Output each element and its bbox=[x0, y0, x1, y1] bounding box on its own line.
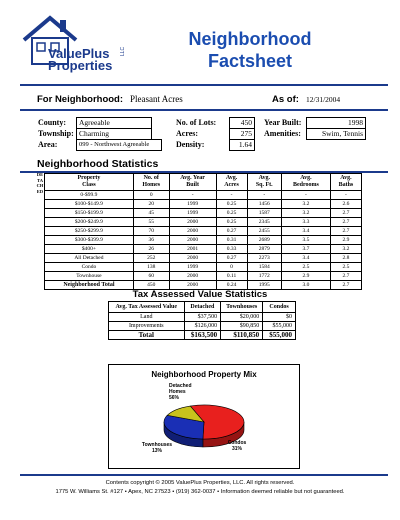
stats-cell: 36 bbox=[133, 236, 169, 245]
tax-total-cell: $163,500 bbox=[184, 331, 221, 340]
pie-label bbox=[169, 383, 192, 401]
stats-header-row bbox=[45, 174, 362, 191]
stats-cell: 1456 bbox=[247, 200, 282, 209]
stats-col-header-line: Bedrooms bbox=[293, 182, 319, 188]
stats-cell: $100-$149.9 bbox=[45, 200, 134, 209]
header-rule bbox=[20, 84, 388, 86]
stats-cell: 2.9 bbox=[330, 236, 361, 245]
stats-total-cell: Neighborhood Total bbox=[45, 281, 134, 290]
page-title bbox=[185, 28, 315, 72]
stats-cell: - bbox=[282, 191, 331, 200]
stats-cell: 2.5 bbox=[330, 263, 361, 272]
acres-label: Acres: bbox=[176, 129, 199, 138]
area-field: 099 - Northwest Agreeable bbox=[76, 139, 162, 151]
density-label: Density: bbox=[176, 140, 205, 149]
stats-cell: $150-$199.9 bbox=[45, 209, 134, 218]
stats-col-header bbox=[216, 174, 247, 191]
stats-cell: 1587 bbox=[247, 209, 282, 218]
amenities-label: Amenities: bbox=[264, 129, 301, 138]
tax-total-cell: Total bbox=[109, 331, 185, 340]
stats-total-cell: 2000 bbox=[169, 281, 216, 290]
tax-col-header: Detached bbox=[184, 302, 221, 313]
stats-table bbox=[44, 173, 362, 290]
stats-cell: 2.6 bbox=[330, 200, 361, 209]
stats-heading: Neighborhood Statistics bbox=[37, 158, 159, 170]
stats-col-header-line: Avg. bbox=[300, 175, 312, 181]
chart-title: Neighborhood Property Mix bbox=[151, 370, 257, 379]
stats-cell: 2001 bbox=[169, 245, 216, 254]
asof-label: As of: bbox=[272, 94, 299, 105]
stats-cell: - bbox=[247, 191, 282, 200]
pie-label-line: 56% bbox=[169, 395, 180, 401]
stats-row bbox=[45, 200, 362, 209]
stats-cell: 3.3 bbox=[282, 218, 331, 227]
stats-col-header bbox=[133, 174, 169, 191]
stats-col-header bbox=[45, 174, 134, 191]
stats-cell: 2.7 bbox=[330, 209, 361, 218]
county-label: County: bbox=[38, 118, 67, 127]
stats-cell: $200-$249.9 bbox=[45, 218, 134, 227]
stats-cell: Townhouse bbox=[45, 272, 134, 281]
stats-cell: 3.7 bbox=[282, 245, 331, 254]
stats-col-header bbox=[330, 174, 361, 191]
yearbuilt-field: 1998 bbox=[306, 117, 366, 129]
footer-rule bbox=[20, 474, 388, 476]
stats-row bbox=[45, 263, 362, 272]
stats-row bbox=[45, 218, 362, 227]
stats-cell: 2.7 bbox=[330, 227, 361, 236]
stats-cell: 138 bbox=[133, 263, 169, 272]
township-field: Charming bbox=[76, 128, 152, 140]
title-line1: Neighborhood bbox=[188, 29, 312, 49]
stats-cell: 2455 bbox=[247, 227, 282, 236]
stats-cell: 1999 bbox=[169, 209, 216, 218]
stats-total-cell: 3.0 bbox=[282, 281, 331, 290]
stats-cell: 0.25 bbox=[216, 218, 247, 227]
stats-cell: 1584 bbox=[247, 263, 282, 272]
tax-body bbox=[109, 313, 296, 340]
tax-row bbox=[109, 322, 296, 331]
stats-col-header-line: Sq. Ft. bbox=[255, 182, 273, 188]
stats-cell: 0-$99.9 bbox=[45, 191, 134, 200]
tax-cell: Improvements bbox=[109, 322, 185, 331]
pie-label-line: Detached bbox=[169, 383, 192, 389]
amenities-field: Swim, Tennis bbox=[306, 128, 366, 140]
stats-col-header-line: Avg. bbox=[340, 175, 352, 181]
area-label: Area: bbox=[38, 140, 58, 149]
stats-cell: 0.25 bbox=[216, 209, 247, 218]
footer-copyright: Contents copyright © 2005 ValuePlus Properties, LLC. All rights reserved. bbox=[105, 480, 295, 486]
neighborhood-label: For Neighborhood: bbox=[37, 94, 124, 105]
asof-value: 12/31/2004 bbox=[306, 95, 341, 104]
stats-row bbox=[45, 245, 362, 254]
stats-cell: 0.27 bbox=[216, 227, 247, 236]
acres-field: 275 bbox=[229, 128, 255, 140]
stats-col-header bbox=[247, 174, 282, 191]
stats-cell: 20 bbox=[133, 200, 169, 209]
stats-cell: 0.11 bbox=[216, 272, 247, 281]
stats-cell: 2273 bbox=[247, 254, 282, 263]
stats-total-cell: 1995 bbox=[247, 281, 282, 290]
stats-cell: 2.7 bbox=[330, 218, 361, 227]
stats-cell: 0.25 bbox=[216, 200, 247, 209]
stats-total-cell: 0.24 bbox=[216, 281, 247, 290]
stats-row bbox=[45, 254, 362, 263]
stats-cell: 0.27 bbox=[216, 254, 247, 263]
stats-col-header-line: Built bbox=[186, 182, 199, 188]
tax-cell: $37,500 bbox=[184, 313, 221, 322]
pie-chart bbox=[109, 380, 299, 468]
pie-label-line: Homes bbox=[169, 389, 186, 395]
stats-cell: 2879 bbox=[247, 245, 282, 254]
stats-cell: 2.7 bbox=[330, 272, 361, 281]
tax-row bbox=[109, 313, 296, 322]
stats-cell: - bbox=[169, 191, 216, 200]
tax-cell: $90,850 bbox=[221, 322, 263, 331]
county-field: Agreeable bbox=[76, 117, 152, 129]
stats-cell: 0 bbox=[216, 263, 247, 272]
footer-address: 1775 W. Williams St. #127 • Apex, NC 27523 • (919) 362-0037 • Information deemed reliable but not guaranteed. bbox=[55, 489, 345, 495]
neighborhood-value: Pleasant Acres bbox=[130, 94, 183, 104]
tax-cell: $55,000 bbox=[263, 322, 296, 331]
stats-cell: 2345 bbox=[247, 218, 282, 227]
stats-cell: Condo bbox=[45, 263, 134, 272]
tax-col-header: Avg. Tax Assessed Value bbox=[109, 302, 185, 313]
tax-header-row bbox=[109, 302, 296, 313]
tax-cell: $126,000 bbox=[184, 322, 221, 331]
stats-cell: 26 bbox=[133, 245, 169, 254]
stats-cell: 3.4 bbox=[282, 227, 331, 236]
stats-col-header-line: Avg. Year bbox=[180, 175, 205, 181]
township-label: Township: bbox=[38, 129, 74, 138]
stats-cell: 3.2 bbox=[330, 245, 361, 254]
density-field: 1.64 bbox=[229, 139, 255, 151]
stats-col-header-line: Acres bbox=[224, 182, 239, 188]
stats-cell: $400+ bbox=[45, 245, 134, 254]
stats-cell: 252 bbox=[133, 254, 169, 263]
stats-cell: 2000 bbox=[169, 236, 216, 245]
stats-cell: 2.9 bbox=[282, 272, 331, 281]
tax-total-cell: $110,850 bbox=[221, 331, 263, 340]
stats-col-header-line: Avg. bbox=[258, 175, 270, 181]
summary-rule bbox=[20, 109, 388, 111]
logo-llc: LLC bbox=[120, 46, 126, 56]
stats-cell: 2.8 bbox=[330, 254, 361, 263]
tax-table bbox=[108, 301, 296, 340]
title-line2: Factsheet bbox=[207, 51, 293, 71]
stats-cell: - bbox=[216, 191, 247, 200]
stats-cell: 2000 bbox=[169, 218, 216, 227]
stats-col-header-line: Avg. bbox=[225, 175, 238, 181]
stats-col-header bbox=[282, 174, 331, 191]
stats-row bbox=[45, 191, 362, 200]
stats-row bbox=[45, 209, 362, 218]
tax-col-header: Condos bbox=[263, 302, 296, 313]
stats-cell: $300-$399.9 bbox=[45, 236, 134, 245]
stats-cell: 2.5 bbox=[282, 263, 331, 272]
stats-cell: 2689 bbox=[247, 236, 282, 245]
stats-cell: - bbox=[330, 191, 361, 200]
stats-cell: 3.2 bbox=[282, 209, 331, 218]
stats-col-header-line: Property bbox=[77, 175, 101, 181]
stats-cell: 2000 bbox=[169, 254, 216, 263]
stats-col-header-line: Homes bbox=[142, 182, 161, 188]
stats-cell: 1999 bbox=[169, 263, 216, 272]
tax-cell: $0 bbox=[263, 313, 296, 322]
stats-cell: $250-$299.9 bbox=[45, 227, 134, 236]
tax-heading: Tax Assessed Value Statistics bbox=[132, 289, 268, 300]
stats-cell: 60 bbox=[133, 272, 169, 281]
stats-cell: 45 bbox=[133, 209, 169, 218]
stats-cell: 55 bbox=[133, 218, 169, 227]
stats-cell: 0.31 bbox=[216, 236, 247, 245]
pie-label bbox=[142, 442, 172, 454]
detached-side-label: DETACHED bbox=[36, 172, 44, 194]
stats-cell: All Detached bbox=[45, 254, 134, 263]
stats-total-cell: 2.7 bbox=[330, 281, 361, 290]
stats-cell: 0.33 bbox=[216, 245, 247, 254]
stats-total-cell: 450 bbox=[133, 281, 169, 290]
pie-label bbox=[228, 440, 247, 452]
lots-field: 450 bbox=[229, 117, 255, 129]
yearbuilt-label: Year Built: bbox=[264, 118, 302, 127]
chart-frame bbox=[108, 364, 300, 469]
stats-cell: 70 bbox=[133, 227, 169, 236]
tax-cell: $20,000 bbox=[221, 313, 263, 322]
stats-cell: 1772 bbox=[247, 272, 282, 281]
stats-cell: 3.4 bbox=[282, 254, 331, 263]
lots-label: No. of Lots: bbox=[176, 118, 217, 127]
stats-cell: 3.2 bbox=[282, 200, 331, 209]
tax-col-header: Townhouses bbox=[221, 302, 263, 313]
stats-row bbox=[45, 272, 362, 281]
pie-label-line: Condos bbox=[227, 440, 247, 446]
stats-cell: 2000 bbox=[169, 227, 216, 236]
stats-cell: 2000 bbox=[169, 272, 216, 281]
stats-cell: 0 bbox=[133, 191, 169, 200]
stats-row bbox=[45, 236, 362, 245]
pie-label-line: 13% bbox=[151, 448, 163, 454]
logo-name-line2: Properties bbox=[48, 58, 113, 73]
pie-label-line: Townhouses bbox=[141, 442, 173, 448]
logo bbox=[20, 12, 140, 72]
tax-total-cell: $55,000 bbox=[263, 331, 296, 340]
logo-name-line1: ValuePlus bbox=[48, 46, 110, 61]
stats-row bbox=[45, 227, 362, 236]
tax-total-row bbox=[109, 331, 296, 340]
pie-label-line: 31% bbox=[231, 446, 243, 452]
stats-col-header-line: No. of bbox=[143, 175, 159, 181]
stats-cell: 3.5 bbox=[282, 236, 331, 245]
stats-col-header-line: Baths bbox=[338, 182, 354, 188]
stats-body bbox=[45, 191, 362, 290]
stats-cell: 1999 bbox=[169, 200, 216, 209]
tax-cell: Land bbox=[109, 313, 185, 322]
stats-col-header-line: Class bbox=[82, 182, 96, 188]
stats-col-header bbox=[169, 174, 216, 191]
